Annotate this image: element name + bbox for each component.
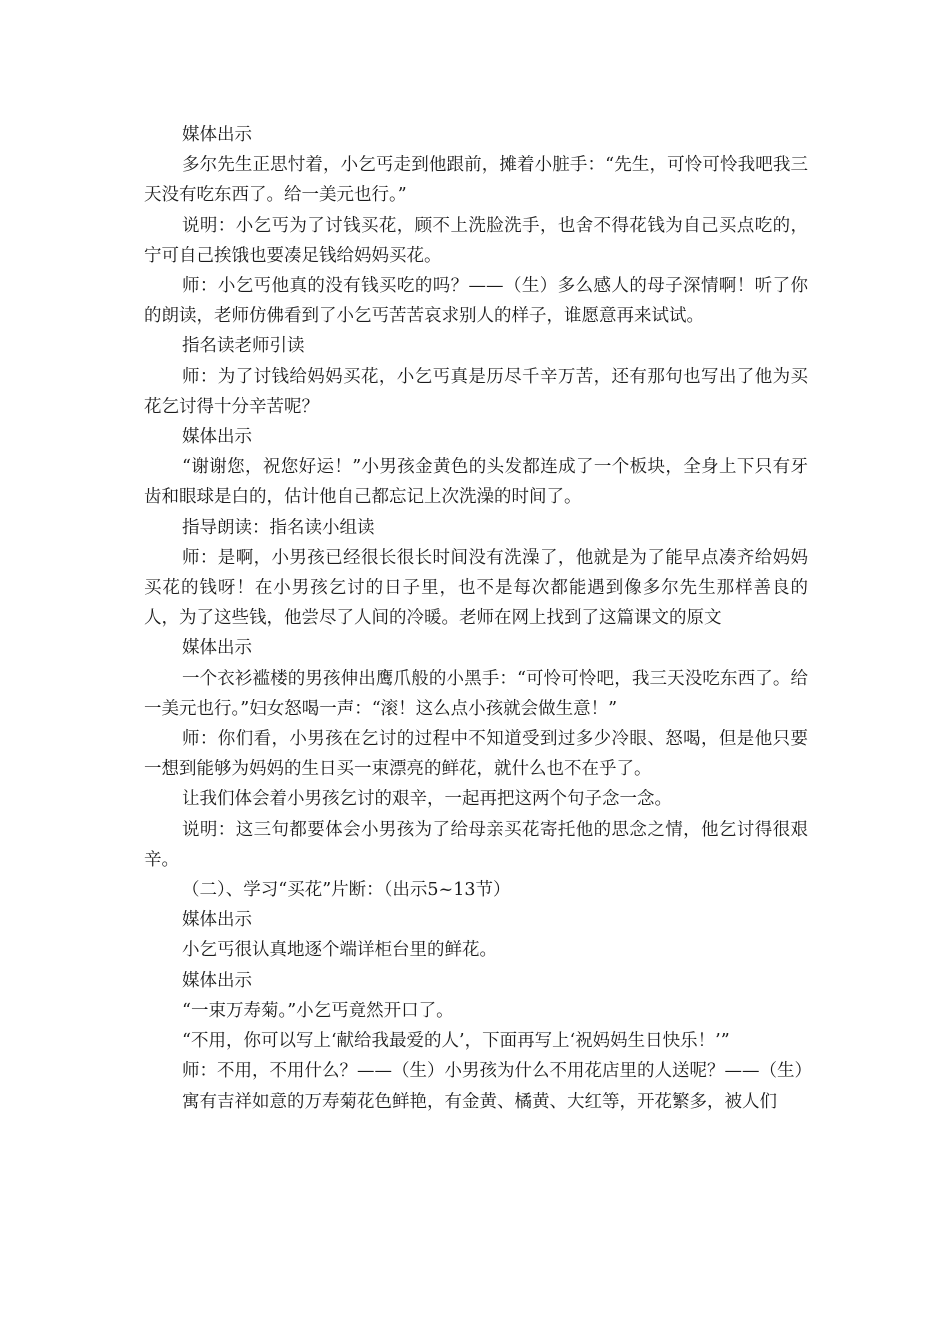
paragraph: 师：不用，不用什么？——（生）小男孩为什么不用花店里的人送呢？——（生） (182, 1061, 812, 1082)
paragraph: “谢谢您，祝您好运！”小男孩金黄色的头发都连成了一个板块，全身上下只有牙齿和眼球是白的，估计他自己都忘记上次洗澡的时间了。 (144, 457, 808, 508)
paragraph: 师：小乞丐他真的没有钱买吃的吗？——（生）多么感人的母子深情啊！听了你的朗读，老师仿佛看到了小乞丐苦苦哀求别人的样子，谁愿意再来试试。 (144, 276, 808, 327)
paragraph: 媒体出示 (182, 910, 252, 931)
section-heading: （二）、学习“买花”片断：（出示5~13节） (182, 880, 511, 901)
paragraph: 媒体出示 (182, 125, 252, 145)
paragraph: 媒体出示 (182, 970, 252, 991)
document-page (144, 120, 812, 1117)
paragraph: 寓有吉祥如意的万寿菊花色鲜艳，有金黄、橘黄、大红等，开花繁多，被人们 (182, 1091, 777, 1112)
paragraph: 说明：小乞丐为了讨钱买花，顾不上洗脸洗手，也舍不得花钱为自己买点吃的，宁可自己挨饿也要凑足钱给妈妈买花。 (144, 215, 808, 266)
paragraph: 媒体出示 (182, 427, 252, 448)
paragraph: 一个衣衫褴楼的男孩伸出鹰爪般的小黑手：“可怜可怜吧，我三天没吃东西了。给一美元也行。”妇女怒喝一声：“滚！这么点小孩就会做生意！” (144, 668, 808, 719)
paragraph: 师：你们看，小男孩在乞讨的过程中不知道受到过多少冷眼、怒喝，但是他只要一想到能够为妈妈的生日买一束漂亮的鲜花，就什么也不在乎了。 (144, 729, 808, 780)
paragraph: 多尔先生正思忖着，小乞丐走到他跟前，摊着小脏手：“先生，可怜可怜我吧我三天没有吃东西了。给一美元也行。” (144, 155, 808, 206)
paragraph: 小乞丐很认真地逐个端详柜台里的鲜花。 (182, 940, 497, 961)
paragraph: 让我们体会着小男孩乞讨的艰辛，一起再把这两个句子念一念。 (182, 789, 672, 810)
paragraph: 师：是啊，小男孩已经很长很长时间没有洗澡了，他就是为了能早点凑齐给妈妈买花的钱呀！在小男孩乞讨的日子里，也不是每次都能遇到像多尔先生那样善良的人，为了这些钱，他尝尽了人间的冷暖。老师在网上找到了这篇课文的原文 (144, 547, 808, 629)
paragraph: 指导朗读：指名读小组读 (182, 517, 375, 538)
paragraph: 指名读老师引读 (182, 336, 305, 357)
paragraph: 说明：这三句都要体会小男孩为了给母亲买花寄托他的思念之情，他乞讨得很艰辛。 (144, 819, 808, 870)
paragraph: 师：为了讨钱给妈妈买花，小乞丐真是历尽千辛万苦，还有那句也写出了他为买花乞讨得十分辛苦呢？ (144, 366, 808, 417)
paragraph: 媒体出示 (182, 638, 252, 659)
paragraph: “一束万寿菊。”小乞丐竟然开口了。 (182, 1000, 454, 1021)
paragraph: “不用，你可以写上‘献给我最爱的人’，下面再写上‘祝妈妈生日快乐！’” (182, 1031, 730, 1052)
